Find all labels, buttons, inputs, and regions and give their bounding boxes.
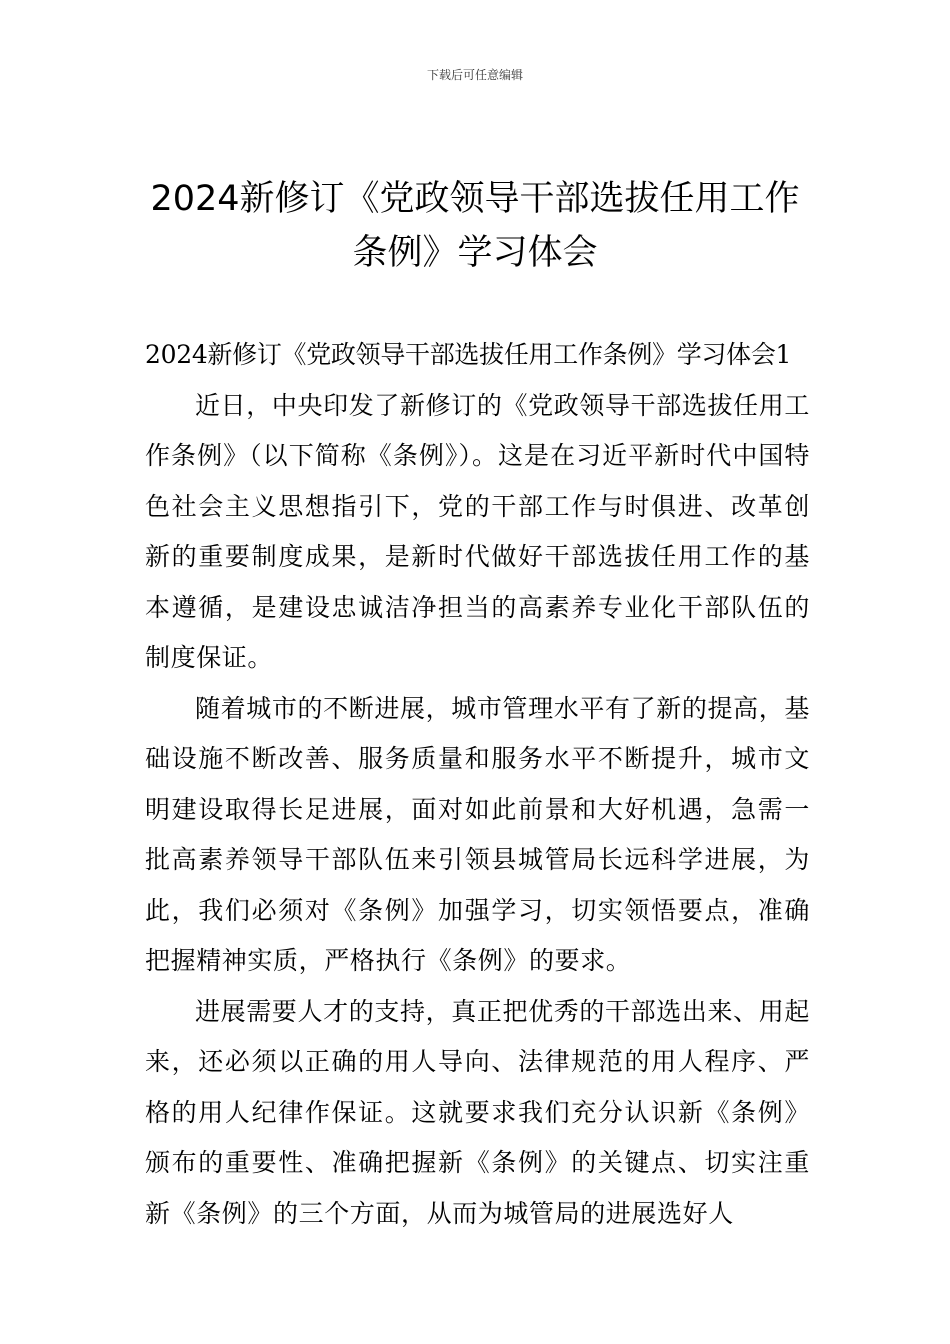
paragraph-2: 随着城市的不断进展，城市管理水平有了新的提高，基础设施不断改善、服务质量和服务水平不断提升，城市文明建设取得长足进展，面对如此前景和大好机遇，急需一批高素养领导干部队伍来引领县城管局长远科学进展，为此，我们必须对《条例》加强学习，切实领悟要点，准确把握精神实质，严格执行《条例》的要求。 [145, 693, 810, 975]
paragraph-3: 进展需要人才的支持，真正把优秀的干部选出来、用起来，还必须以正确的用人导向、法律规范的用人程序、严格的用人纪律作保证。这就要求我们充分认识新《条例》颁布的重要性、准确把握新《条例》的关键点、切实注重新《条例》的三个方面，从而为城管局的进展选好人 [145, 996, 810, 1228]
section-subtitle: 2024新修订《党政领导干部选拔任用工作条例》学习体会1 [145, 340, 792, 369]
title-line-1: 2024新修订《党政领导干部选拔任用工作 [150, 179, 800, 219]
paragraph-1: 近日，中央印发了新修订的《党政领导干部选拔任用工作条例》（以下简称《条例》）。这是在习近平新时代中国特色社会主义思想指引下，党的干部工作与时俱进、改革创新的重要制度成果，是新时代做好干部选拔任用工作的基本遵循，是建设忠诚洁净担当的高素养专业化干部队伍的制度保证。 [145, 390, 810, 672]
header-note: 下载后可任意编辑 [426, 68, 523, 82]
title-line-2: 条例》学习体会 [352, 233, 598, 273]
document-title [120, 172, 830, 280]
document-body [145, 330, 810, 1239]
